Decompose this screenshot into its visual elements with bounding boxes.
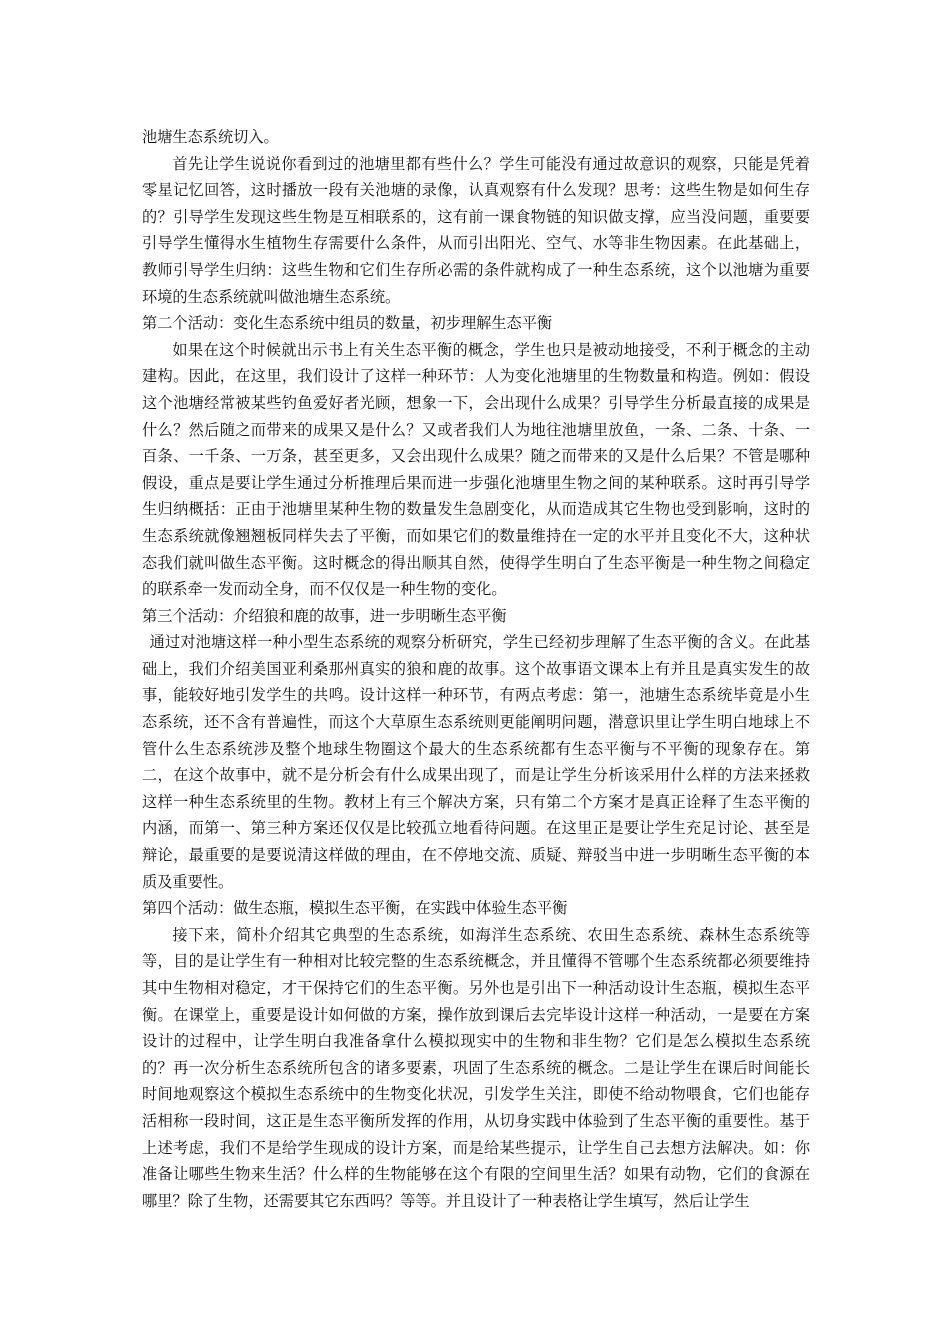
heading-activity-2: 第二个活动：变化生态系统中组员的数量，初步理解生态平衡 [142,314,553,333]
heading-activity-4: 第四个活动：做生态瓶，模拟生态平衡，在实践中体验生态平衡 [142,899,568,918]
paragraph-activity-2: 如果在这个时候就出示书上有关生态平衡的概念，学生也只是被动地接受，不利于概念的主动建构。因此，在这里，我们设计了这样一种环节：人为变化池塘里的生物数量和构造。例如：假设这个池塘经常被某些钓鱼爱好者光顾，想象一下，会出现什么成果？引导学生分析最直接的成果是什么？然后随之而带来的成果又是什么？又或者我们人为地往池塘里放鱼，一条、二条、十条、一百条、一千条、一万条，甚至更多，又会出现什么成果？随之而带来的又是什么后果？不管是哪种假设，重点是要让学生通过分析推理后果而进一步强化池塘里生物之间的某种联系。这时再引导学生归纳概括：正由于池塘里某种生物的数量发生急剧变化，从而造成其它生物也受到影响，这时的生态系统就像翘翘板同样失去了平衡，而如果它们的数量维持在一定的水平并且变化不大，这种状态我们就叫做生态平衡。这时概念的得出顺其自然，使得学生明白了生态平衡是一种生物之间稳定的联系牵一发而动全身，而不仅仅是一种生物的变化。 [142,340,810,599]
paragraph-intro-continuation: 池塘生态系统切入。 [142,128,279,146]
paragraph-activity-4: 接下来，简朴介绍其它典型的生态系统，如海洋生态系统、农田生态系统、森林生态系统等等，目的是让学生有一种相对比较完整的生态系统概念，并且懂得不管哪个生态系统都必须要维持其中生物相对稳定，才干保持它们的生态平衡。另外也是引出下一种活动设计生态瓶，模拟生态平衡。在课堂上，重要是设计如何做的方案，操作放到课后去完毕设计这样一种活动，一是要在方案设计的过程中，让学生明白我准备拿什么模拟现实中的生物和非生物？它们是怎么模拟生态系统的？再一次分析生态系统所包含的诸多要素，巩固了生态系统的概念。二是让学生在课后时间能长时间地观察这个模拟生态系统中的生物变化状况，引发学生关注，即使不给动物喂食，它们也能存活相称一段时间，这正是生态平衡所发挥的作用，从切身实践中体验到了生态平衡的重要性。基于上述考虑，我们不是给学生现成的设计方案，而是给某些提示，让学生自己去想方法解决。如：你准备让哪些生物来生活？什么样的生物能够在这个有限的空间里生活？如果有动物，它们的食源在哪里？除了生物，还需要其它东西吗？等等。并且设计了一种表格让学生填写，然后让学生 [142,925,810,1210]
paragraph-activity-3: 通过对池塘这样一种小型生态系统的观察分析研究，学生已经初步理解了生态平衡的含义。在此基础上，我们介绍美国亚利桑那州真实的狼和鹿的故事。这个故事语文课本上有并且是真实发生的故事，能较好地引发学生的共鸣。设计这样一种环节，有两点考虑：第一，池塘生态系统毕竟是小生态系统，还不含有普遍性，而这个大草原生态系统则更能阐明问题，潜意识里让学生明白地球上不管什么生态系统涉及整个地球生物圈这个最大的生态系统都有生态平衡与不平衡的现象存在。第二，在这个故事中，就不是分析会有什么成果出现了，而是让学生分析该采用什么样的方法来拯救这样一种生态系统里的生物。教材上有三个解决方案，只有第二个方案才是真正诠释了生态平衡的内涵，而第一、第三种方案还仅仅是比较孤立地看待问题。在这里正是要让学生充足讨论、甚至是辩论，最重要的是要说清这样做的理由，在不停地交流、质疑、辩驳当中进一步明晰生态平衡的本质及重要性。 [142,633,810,891]
document-body [142,124,810,1214]
paragraph-pond-observation: 首先让学生说说你看到过的池塘里都有些什么？学生可能没有通过故意识的观察，只能是凭着零星记忆回答，这时播放一段有关池塘的录像，认真观察有什么发现？思考：这些生物是如何生存的？引导学生发现这些生物是互相联系的，这有前一课食物链的知识做支撑，应当没问题，重要要引导学生懂得水生植物生存需要什么条件，从而引出阳光、空气、水等非生物因素。在此基础上，教师引导学生归纳：这些生物和它们生存所必需的条件就构成了一种生态系统，这个以池塘为重要环境的生态系统就叫做池塘生态系统。 [142,154,810,306]
heading-activity-3: 第三个活动：介绍狼和鹿的故事，进一步明晰生态平衡 [142,606,507,625]
